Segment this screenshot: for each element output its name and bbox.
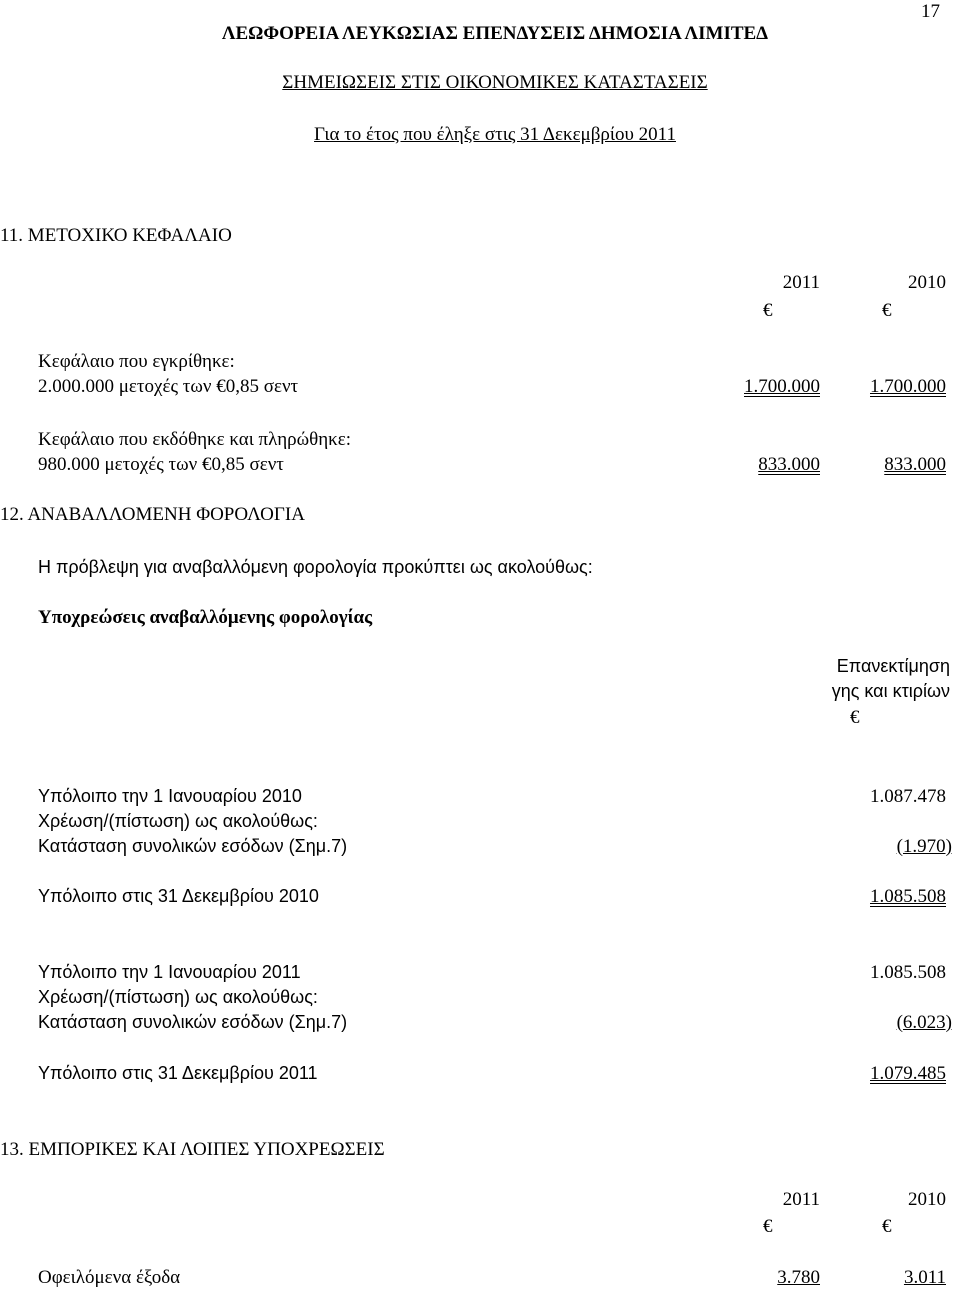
company-title: ΛΕΩΦΟΡΕΙΑ ΛΕΥΚΩΣΙΑΣ ΕΠΕΝΔΥΣΕΙΣ ΔΗΜΟΣΙΑ ΛΙΜΙΤΕΔ — [221, 23, 769, 44]
currency-2010: € — [882, 300, 892, 321]
year-2011-header: 2011 — [782, 272, 820, 293]
statements-subtitle: ΣΗΜΕΙΩΣΕΙΣ ΣΤΙΣ ΟΙΚΟΝΟΜΙΚΕΣ ΚΑΤΑΣΤΑΣΕΙΣ — [282, 72, 708, 93]
comprehensive-income-value: (6.023) — [896, 1012, 952, 1033]
currency-2011: € — [763, 300, 773, 321]
balance-row-value: 1.087.478 — [870, 786, 946, 807]
authorised-capital-label: Κεφάλαιο που εγκρίθηκε: — [38, 351, 235, 372]
charge-credit-label: Χρέωση/(πίστωση) ως ακολούθως: — [38, 811, 318, 831]
period-subtitle: Για το έτος που έληξε στις 31 Δεκεμβρίου 2011 — [314, 124, 676, 145]
issued-capital-2010: 833.000 — [884, 454, 946, 475]
balance-row-label: Υπόλοιπο στις 31 Δεκεμβρίου 2011 — [38, 1063, 318, 1083]
authorised-capital-2011: 1.700.000 — [744, 376, 820, 397]
accrued-expenses-label: Οφειλόμενα έξοδα — [38, 1267, 181, 1288]
note-13-heading: 13. ΕΜΠΟΡΙΚΕΣ ΚΑΙ ΛΟΙΠΕΣ ΥΠΟΧΡΕΩΣΕΙΣ — [0, 1139, 385, 1160]
year-2011-header: 2011 — [782, 1189, 820, 1210]
accrued-expenses-2010: 3.011 — [903, 1267, 946, 1288]
issued-capital-desc: 980.000 μετοχές των €0,85 σεντ — [38, 454, 284, 475]
balance-row-value: 1.079.485 — [870, 1063, 946, 1084]
balance-row-label: Υπόλοιπο στις 31 Δεκεμβρίου 2010 — [38, 886, 319, 906]
revaluation-currency: € — [850, 707, 860, 728]
year-2010-header: 2010 — [908, 272, 946, 293]
comprehensive-income-label: Κατάσταση συνολικών εσόδων (Σημ.7) — [38, 836, 348, 856]
page-number: 17 — [921, 1, 940, 22]
note-11-heading: 11. ΜΕΤΟΧΙΚΟ ΚΕΦΑΛΑΙΟ — [0, 225, 232, 246]
balance-row-value: 1.085.508 — [870, 962, 946, 983]
revaluation-header-line1: Επανεκτίμηση — [836, 656, 950, 676]
deferred-tax-subheading: Υποχρεώσεις αναβαλλόμενης φορολογίας — [38, 607, 373, 628]
charge-credit-label: Χρέωση/(πίστωση) ως ακολούθως: — [38, 987, 318, 1007]
year-2010-header: 2010 — [908, 1189, 946, 1210]
authorised-capital-2010: 1.700.000 — [870, 376, 946, 397]
revaluation-header-line2: γης και κτιρίων — [831, 681, 950, 701]
accrued-expenses-2011: 3.780 — [777, 1267, 820, 1288]
issued-capital-label: Κεφάλαιο που εκδόθηκε και πληρώθηκε: — [38, 429, 351, 450]
currency-2010: € — [882, 1216, 892, 1237]
balance-row-value: 1.085.508 — [870, 886, 946, 907]
comprehensive-income-label: Κατάσταση συνολικών εσόδων (Σημ.7) — [38, 1012, 348, 1032]
authorised-capital-desc: 2.000.000 μετοχές των €0,85 σεντ — [38, 376, 299, 397]
deferred-tax-intro: Η πρόβλεψη για αναβαλλόμενη φορολογία προκύπτει ως ακολούθως: — [38, 557, 593, 577]
comprehensive-income-value: (1.970) — [896, 836, 952, 857]
balance-row-label: Υπόλοιπο την 1 Ιανουαρίου 2010 — [38, 786, 302, 806]
note-12-heading: 12. ΑΝΑΒΑΛΛΟΜΕΝΗ ΦΟΡΟΛΟΓΙΑ — [0, 504, 305, 525]
currency-2011: € — [763, 1216, 773, 1237]
balance-row-label: Υπόλοιπο την 1 Ιανουαρίου 2011 — [38, 962, 301, 982]
issued-capital-2011: 833.000 — [758, 454, 820, 475]
